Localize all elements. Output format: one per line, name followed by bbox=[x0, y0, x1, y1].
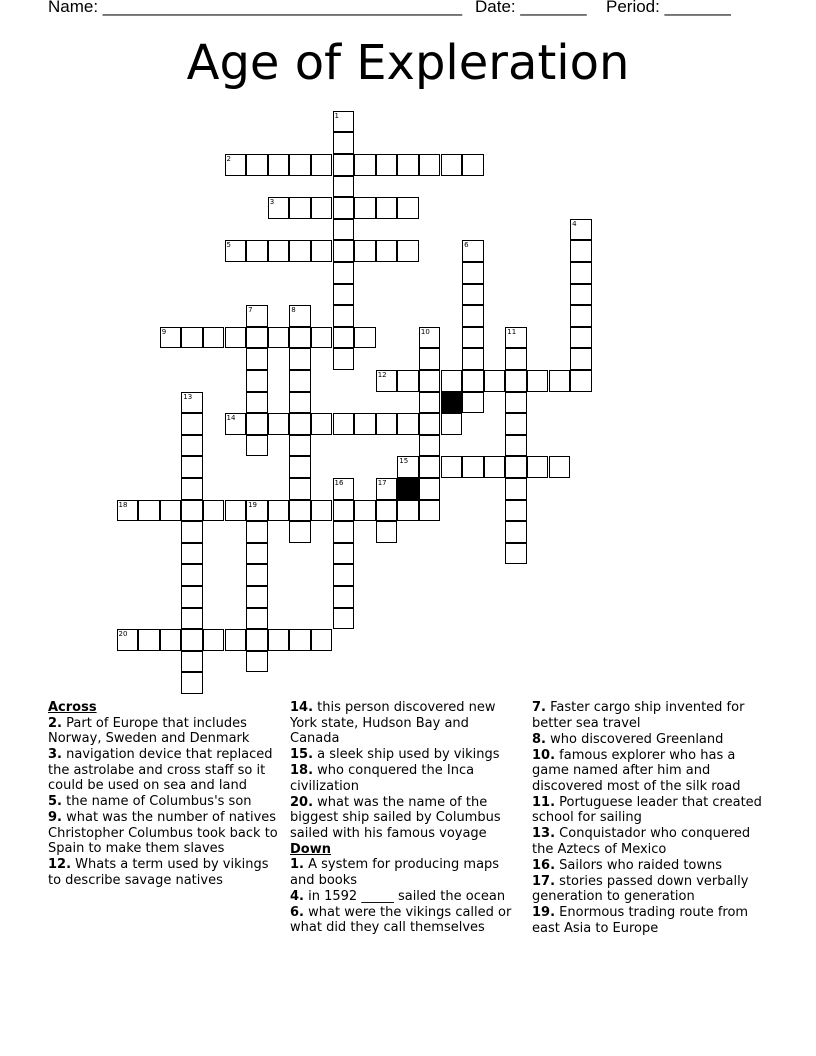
clue-num: 19. bbox=[532, 905, 556, 920]
grid-cell[interactable] bbox=[181, 456, 203, 478]
clue-number: 17 bbox=[377, 479, 387, 487]
clue-num: 7. bbox=[532, 700, 546, 715]
grid-cell[interactable] bbox=[117, 629, 139, 651]
clues-column-3 bbox=[532, 700, 768, 937]
clue-item bbox=[532, 795, 768, 826]
grid-cell[interactable] bbox=[333, 608, 355, 630]
grid-cell[interactable] bbox=[505, 413, 527, 435]
grid-cell[interactable] bbox=[311, 413, 333, 435]
clue-num: 9. bbox=[48, 810, 62, 825]
clue-number: 3 bbox=[269, 198, 275, 207]
clue-text: this person discovered new York state, Hudson Bay and Canada bbox=[290, 700, 496, 746]
grid-cell[interactable] bbox=[225, 500, 247, 522]
grid-cell[interactable] bbox=[289, 305, 311, 327]
grid-cell[interactable] bbox=[333, 478, 355, 500]
grid-cell[interactable] bbox=[246, 500, 268, 522]
grid-cell[interactable] bbox=[333, 327, 355, 349]
grid-cell[interactable] bbox=[181, 629, 203, 651]
clue-number: 4 bbox=[572, 219, 577, 228]
grid-cell[interactable] bbox=[462, 240, 484, 262]
clue-text: A system for producing maps and books bbox=[290, 857, 500, 888]
clue-item bbox=[48, 810, 278, 857]
clue-num: 14. bbox=[290, 700, 314, 715]
grid-cell[interactable] bbox=[419, 500, 441, 522]
grid-cell[interactable] bbox=[333, 111, 355, 133]
grid-cell[interactable] bbox=[311, 154, 333, 176]
grid-cell[interactable] bbox=[333, 262, 355, 284]
grid-cell[interactable] bbox=[333, 284, 355, 306]
clue-item bbox=[532, 826, 768, 857]
grid-cell[interactable] bbox=[289, 435, 311, 457]
grid-cell[interactable] bbox=[354, 197, 376, 219]
clues-column-2 bbox=[290, 700, 518, 936]
grid-cell[interactable] bbox=[181, 327, 203, 349]
grid-cell[interactable] bbox=[505, 348, 527, 370]
clue-text: stories passed down verbally generation to generation bbox=[532, 873, 749, 904]
grid-cell[interactable] bbox=[441, 370, 463, 392]
grid-cell[interactable] bbox=[138, 500, 160, 522]
grid-cell[interactable] bbox=[462, 262, 484, 284]
clue-item bbox=[532, 858, 768, 874]
grid-cell[interactable] bbox=[505, 327, 527, 349]
grid-cell[interactable] bbox=[484, 370, 506, 392]
clue-item bbox=[48, 716, 278, 747]
grid-cell[interactable] bbox=[268, 197, 290, 219]
clue-number: 7 bbox=[248, 306, 253, 315]
grid-cell[interactable] bbox=[419, 327, 441, 349]
grid-cell[interactable] bbox=[246, 392, 268, 414]
grid-cell[interactable] bbox=[246, 348, 268, 370]
page-title: Age of Expleration bbox=[186, 35, 630, 91]
clue-number: 9 bbox=[161, 327, 167, 336]
grid-cell[interactable] bbox=[376, 154, 398, 176]
clue-number: 13 bbox=[183, 392, 193, 401]
clue-num: 20. bbox=[290, 794, 314, 810]
grid-cell[interactable] bbox=[484, 456, 506, 478]
clue-text: what were the vikings called or what did they call themselves bbox=[290, 904, 512, 935]
grid-cell[interactable] bbox=[419, 456, 441, 478]
clue-item bbox=[532, 905, 768, 936]
grid-cell[interactable] bbox=[225, 240, 247, 262]
grid-cell[interactable] bbox=[333, 543, 355, 565]
clue-text: Part of Europe that includes Norway, Sweden and Denmark bbox=[48, 715, 250, 746]
clue-item bbox=[532, 732, 768, 748]
grid-block bbox=[441, 392, 463, 414]
grid-cell[interactable] bbox=[462, 456, 484, 478]
clue-text: the name of Columbus's son bbox=[66, 794, 252, 809]
grid-cell[interactable] bbox=[397, 413, 419, 435]
grid-cell[interactable] bbox=[505, 392, 527, 414]
grid-cell[interactable] bbox=[354, 240, 376, 262]
grid-cell[interactable] bbox=[570, 284, 592, 306]
grid-cell[interactable] bbox=[181, 435, 203, 457]
grid-cell[interactable] bbox=[268, 629, 290, 651]
grid-cell[interactable] bbox=[181, 521, 203, 543]
clue-num: 6. bbox=[290, 904, 304, 920]
grid-cell[interactable] bbox=[268, 327, 290, 349]
grid-cell[interactable] bbox=[419, 435, 441, 457]
grid-cell[interactable] bbox=[203, 629, 225, 651]
grid-cell[interactable] bbox=[462, 348, 484, 370]
clue-num: 10. bbox=[532, 747, 556, 763]
grid-cell[interactable] bbox=[289, 500, 311, 522]
grid-cell[interactable] bbox=[441, 456, 463, 478]
grid-cell[interactable] bbox=[376, 240, 398, 262]
clue-item bbox=[48, 747, 278, 794]
date-field-label[interactable]: Date: _______ bbox=[475, 0, 587, 16]
clues-column-1 bbox=[48, 700, 278, 889]
grid-cell[interactable] bbox=[246, 327, 268, 349]
grid-cell[interactable] bbox=[181, 651, 203, 673]
grid-cell[interactable] bbox=[505, 500, 527, 522]
clue-item bbox=[290, 889, 518, 905]
grid-cell[interactable] bbox=[397, 197, 419, 219]
grid-cell[interactable] bbox=[225, 413, 247, 435]
clue-text: Enormous trading route from east Asia to Europe bbox=[532, 905, 749, 936]
clue-number: 6 bbox=[464, 241, 469, 250]
grid-cell[interactable] bbox=[311, 240, 333, 262]
grid-cell[interactable] bbox=[376, 500, 398, 522]
grid-cell[interactable] bbox=[505, 435, 527, 457]
grid-cell[interactable] bbox=[397, 240, 419, 262]
grid-cell[interactable] bbox=[225, 154, 247, 176]
name-field-label[interactable]: Name: ______________________________________ bbox=[48, 0, 463, 16]
grid-cell[interactable] bbox=[246, 435, 268, 457]
grid-cell[interactable] bbox=[246, 651, 268, 673]
clue-num: 5. bbox=[48, 794, 62, 809]
grid-cell[interactable] bbox=[203, 327, 225, 349]
grid-cell[interactable] bbox=[441, 413, 463, 435]
grid-cell[interactable] bbox=[376, 413, 398, 435]
clue-number: 1 bbox=[334, 111, 339, 120]
clue-item bbox=[290, 747, 518, 763]
grid-cell[interactable] bbox=[419, 392, 441, 414]
grid-cell[interactable] bbox=[246, 586, 268, 608]
grid-cell[interactable] bbox=[419, 348, 441, 370]
clue-number: 2 bbox=[226, 155, 231, 163]
grid-cell[interactable] bbox=[549, 370, 571, 392]
clue-number: 8 bbox=[291, 306, 296, 315]
grid-cell[interactable] bbox=[246, 521, 268, 543]
clue-number: 18 bbox=[118, 500, 128, 509]
grid-block bbox=[397, 478, 419, 500]
grid-cell[interactable] bbox=[268, 240, 290, 262]
grid-cell[interactable] bbox=[181, 392, 203, 414]
grid-cell[interactable] bbox=[311, 197, 333, 219]
grid-cell[interactable] bbox=[462, 392, 484, 414]
clue-number: 15 bbox=[399, 457, 409, 466]
grid-cell[interactable] bbox=[225, 327, 247, 349]
grid-cell[interactable] bbox=[419, 370, 441, 392]
grid-cell[interactable] bbox=[333, 500, 355, 522]
grid-cell[interactable] bbox=[289, 370, 311, 392]
grid-cell[interactable] bbox=[289, 240, 311, 262]
grid-cell[interactable] bbox=[181, 564, 203, 586]
grid-cell[interactable] bbox=[462, 154, 484, 176]
clue-num: 15. bbox=[290, 747, 314, 762]
clue-num: 3. bbox=[48, 747, 62, 762]
clue-num: 13. bbox=[532, 826, 556, 841]
grid-cell[interactable] bbox=[268, 413, 290, 435]
grid-cell[interactable] bbox=[246, 305, 268, 327]
grid-cell[interactable] bbox=[333, 305, 355, 327]
grid-cell[interactable] bbox=[462, 327, 484, 349]
clue-num: 2. bbox=[48, 715, 62, 731]
grid-cell[interactable] bbox=[289, 348, 311, 370]
grid-cell[interactable] bbox=[570, 240, 592, 262]
grid-cell[interactable] bbox=[160, 327, 182, 349]
clue-number: 19 bbox=[248, 500, 258, 509]
grid-cell[interactable] bbox=[333, 348, 355, 370]
grid-cell[interactable] bbox=[570, 370, 592, 392]
clue-number: 11 bbox=[507, 327, 517, 336]
grid-cell[interactable] bbox=[181, 672, 203, 694]
grid-cell[interactable] bbox=[289, 327, 311, 349]
grid-cell[interactable] bbox=[181, 586, 203, 608]
clue-num: 8. bbox=[532, 731, 546, 747]
grid-cell[interactable] bbox=[354, 327, 376, 349]
down-heading: Down bbox=[290, 841, 331, 857]
grid-cell[interactable] bbox=[181, 478, 203, 500]
grid-cell[interactable] bbox=[570, 348, 592, 370]
grid-cell[interactable] bbox=[246, 370, 268, 392]
grid-cell[interactable] bbox=[289, 521, 311, 543]
grid-cell[interactable] bbox=[419, 154, 441, 176]
clue-text: what was the number of natives Christopher Columbus took back to Spain to make them slaves bbox=[48, 810, 278, 856]
grid-cell[interactable] bbox=[376, 197, 398, 219]
clue-item bbox=[290, 795, 518, 842]
grid-cell[interactable] bbox=[311, 629, 333, 651]
grid-cell[interactable] bbox=[505, 543, 527, 565]
grid-cell[interactable] bbox=[333, 154, 355, 176]
grid-cell[interactable] bbox=[333, 413, 355, 435]
grid-cell[interactable] bbox=[333, 521, 355, 543]
grid-cell[interactable] bbox=[462, 370, 484, 392]
grid-cell[interactable] bbox=[333, 197, 355, 219]
grid-cell[interactable] bbox=[505, 521, 527, 543]
grid-cell[interactable] bbox=[289, 629, 311, 651]
clue-item bbox=[532, 700, 768, 731]
grid-cell[interactable] bbox=[117, 500, 139, 522]
clue-item bbox=[290, 905, 518, 936]
clue-number: 5 bbox=[226, 241, 231, 250]
grid-cell[interactable] bbox=[527, 370, 549, 392]
grid-cell[interactable] bbox=[289, 478, 311, 500]
grid-cell[interactable] bbox=[246, 564, 268, 586]
clue-number: 14 bbox=[226, 414, 236, 423]
clue-text: who discovered Greenland bbox=[550, 731, 724, 747]
grid-cell[interactable] bbox=[268, 154, 290, 176]
clue-item bbox=[290, 857, 518, 888]
clue-num: 12. bbox=[48, 857, 72, 872]
grid-cell[interactable] bbox=[376, 370, 398, 392]
clue-text: who conquered the Inca civilization bbox=[290, 763, 475, 794]
grid-cell[interactable] bbox=[354, 500, 376, 522]
clue-text: Whats a term used by vikings to describe savage natives bbox=[48, 857, 269, 888]
grid-cell[interactable] bbox=[333, 564, 355, 586]
clue-item bbox=[48, 794, 278, 810]
grid-cell[interactable] bbox=[549, 456, 571, 478]
clue-item bbox=[290, 763, 518, 794]
grid-cell[interactable] bbox=[376, 521, 398, 543]
grid-cell[interactable] bbox=[570, 305, 592, 327]
across-heading: Across bbox=[48, 700, 97, 715]
grid-cell[interactable] bbox=[181, 500, 203, 522]
grid-cell[interactable] bbox=[246, 629, 268, 651]
clue-number: 16 bbox=[334, 479, 344, 487]
clue-num: 11. bbox=[532, 794, 556, 810]
grid-cell[interactable] bbox=[203, 500, 225, 522]
grid-cell[interactable] bbox=[505, 456, 527, 478]
grid-cell[interactable] bbox=[289, 456, 311, 478]
grid-cell[interactable] bbox=[397, 456, 419, 478]
grid-cell[interactable] bbox=[181, 543, 203, 565]
clue-text: Conquistador who conquered the Aztecs of Mexico bbox=[532, 826, 751, 857]
grid-cell[interactable] bbox=[333, 132, 355, 154]
grid-cell[interactable] bbox=[268, 500, 290, 522]
grid-cell[interactable] bbox=[505, 478, 527, 500]
clue-num: 1. bbox=[290, 857, 304, 872]
clue-number: 10 bbox=[420, 327, 430, 336]
grid-cell[interactable] bbox=[289, 197, 311, 219]
clue-number: 12 bbox=[377, 371, 387, 379]
grid-cell[interactable] bbox=[246, 608, 268, 630]
clue-text: in 1592 _____ sailed the ocean bbox=[308, 888, 506, 904]
grid-cell[interactable] bbox=[181, 413, 203, 435]
grid-cell[interactable] bbox=[354, 154, 376, 176]
clue-text: a sleek ship used by vikings bbox=[317, 747, 500, 762]
grid-cell[interactable] bbox=[246, 240, 268, 262]
grid-cell[interactable] bbox=[441, 154, 463, 176]
clue-num: 18. bbox=[290, 763, 314, 778]
grid-cell[interactable] bbox=[505, 370, 527, 392]
grid-cell[interactable] bbox=[333, 586, 355, 608]
grid-cell[interactable] bbox=[376, 478, 398, 500]
grid-cell[interactable] bbox=[419, 413, 441, 435]
clue-num: 16. bbox=[532, 857, 556, 873]
grid-cell[interactable] bbox=[225, 629, 247, 651]
grid-cell[interactable] bbox=[160, 500, 182, 522]
grid-cell[interactable] bbox=[397, 500, 419, 522]
grid-cell[interactable] bbox=[181, 608, 203, 630]
grid-cell[interactable] bbox=[311, 327, 333, 349]
clue-item bbox=[48, 857, 278, 888]
grid-cell[interactable] bbox=[397, 370, 419, 392]
grid-cell[interactable] bbox=[333, 240, 355, 262]
grid-cell[interactable] bbox=[289, 413, 311, 435]
clue-item bbox=[290, 700, 518, 747]
grid-cell[interactable] bbox=[289, 154, 311, 176]
grid-cell[interactable] bbox=[333, 219, 355, 241]
grid-cell[interactable] bbox=[333, 176, 355, 198]
grid-cell[interactable] bbox=[246, 543, 268, 565]
clue-text: Portuguese leader that created school for sailing bbox=[532, 794, 762, 825]
grid-cell[interactable] bbox=[570, 219, 592, 241]
grid-cell[interactable] bbox=[354, 413, 376, 435]
grid-cell[interactable] bbox=[160, 629, 182, 651]
grid-cell[interactable] bbox=[138, 629, 160, 651]
clue-number: 20 bbox=[118, 630, 128, 639]
clue-text: navigation device that replaced the astrolabe and cross staff so it could be used on sea and land bbox=[48, 747, 273, 793]
grid-cell[interactable] bbox=[570, 327, 592, 349]
grid-cell[interactable] bbox=[246, 154, 268, 176]
grid-cell[interactable] bbox=[570, 262, 592, 284]
clue-item bbox=[532, 748, 768, 795]
clue-num: 4. bbox=[290, 888, 304, 904]
grid-cell[interactable] bbox=[419, 478, 441, 500]
clue-text: famous explorer who has a game named after him and discovered most of the silk road bbox=[532, 747, 741, 794]
period-field-label[interactable]: Period: _______ bbox=[606, 0, 731, 16]
clue-num: 17. bbox=[532, 873, 556, 889]
clue-text: Sailors who raided towns bbox=[559, 857, 723, 873]
clue-text: Faster cargo ship invented for better sea travel bbox=[532, 700, 745, 731]
grid-cell[interactable] bbox=[527, 456, 549, 478]
clue-item bbox=[532, 874, 768, 905]
grid-cell[interactable] bbox=[246, 413, 268, 435]
clue-text: what was the name of the biggest ship sailed by Columbus sailed with his famous voyage bbox=[290, 794, 501, 841]
grid-cell[interactable] bbox=[311, 500, 333, 522]
grid-cell[interactable] bbox=[397, 154, 419, 176]
grid-cell[interactable] bbox=[289, 392, 311, 414]
grid-cell[interactable] bbox=[462, 284, 484, 306]
grid-cell[interactable] bbox=[462, 305, 484, 327]
